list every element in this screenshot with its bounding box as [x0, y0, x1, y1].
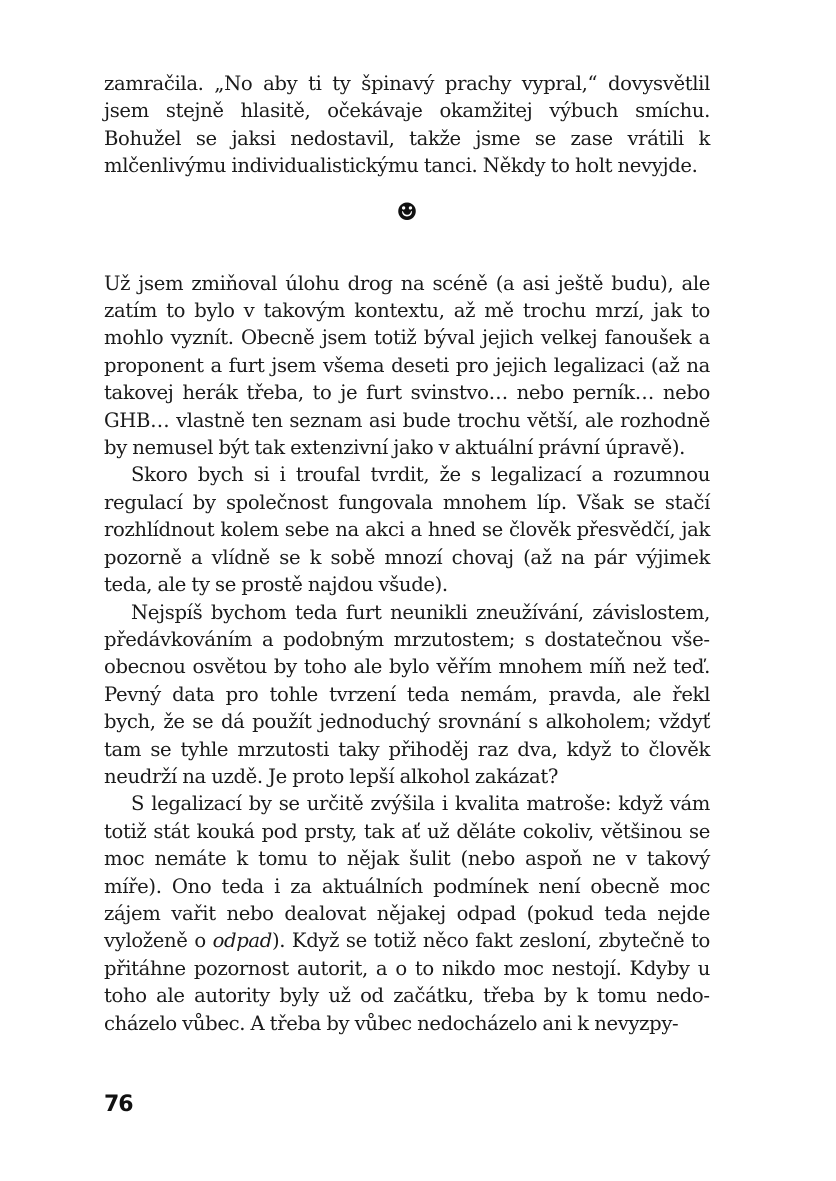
- paragraph-text: ). Když se totiž něco fakt zesloní, zbytečně to přitáhne pozornost autorit, a o to nikdo moc nestojí. Kdyby u toho ale autority byly už od začátku, třeba by k tomu nedocházelo vůbec. A třeba by vůbec nedocházelo ani k nevyzpy-: [104, 929, 711, 1035]
- smiley-icon: ☻: [396, 196, 418, 226]
- paragraph: zamračila. „No aby ti ty špinavý prachy vypral,“ dovysvětlil jsem stejně hlasitě, očekávaje okamžitej výbuch smíchu. Bohužel se jaksi nedostavil, takže jsme se zase vrátili k mlčenlivýmu individualistickýmu tanci. Někdy to holt nevyjde.: [104, 72, 710, 178]
- paragraph: Nejspíš bychom teda furt neunikli zneužívání, závislostem, předávkováním a podobným mrzutostem; s dostatečnou všeobecnou osvětou by toho ale bylo věřím mnohem míň než teď. Pevný data pro tohle tvrzení teda nemám, pravda, ale řekl bych, že se dá použít jednoduchý srovnání s alkoholem; vždyť tam se tyhle mrzutosti taky přihoděj raz dva, když to člověk neudrží na uzdě. Je proto lepší alkohol zakázat?: [104, 600, 710, 788]
- paragraph-text: S legalizací by se určitě zvýšila i kvalita matroše: když vám totiž stát kouká pod prsty, tak ať už děláte cokoliv, většinou se moc nemáte k tomu to nějak šulit (nebo aspoň ne v takový míře). Ono teda i za aktuálních podmínek není obecně moc zájem vařit nebo dealovat nějakej odpad (pokud teda nejde vyloženě o: [104, 792, 710, 953]
- paragraph: Skoro bych si i troufal tvrdit, že s legalizací a rozumnou regulací by společnost fungovala mnohem líp. Však se stačí rozhlídnout kolem sebe na akci a hned se člověk přesvědčí, jak pozorně a vlídně se k sobě mnozí chovaj (až na pár výjimek teda, ale ty se prostě najdou všude).: [104, 463, 710, 597]
- emphasis-text: odpad: [212, 929, 272, 953]
- paragraph: [104, 790, 710, 1037]
- text-block-top: [104, 70, 710, 180]
- paragraph: Už jsem zmiňoval úlohu drog na scéně (a asi ještě budu), ale zatím to bylo v takovým kontextu, až mě trochu mrzí, jak to mohlo vyznít. Obecně jsem totiž býval jejich velkej fanoušek a proponent a furt jsem všema deseti pro jejich legalizaci (až na takovej herák třeba, to je furt svinstvo… nebo perník… nebo GHB… vlastně ten seznam asi bude trochu větší, ale rozhodně by nemusel být tak extenzivní jako v aktuální právní úpravě).: [104, 271, 710, 460]
- text-block-main: [104, 270, 710, 1037]
- page-body: [104, 70, 710, 1037]
- page-number: 76: [104, 1092, 133, 1117]
- section-separator: [104, 180, 710, 256]
